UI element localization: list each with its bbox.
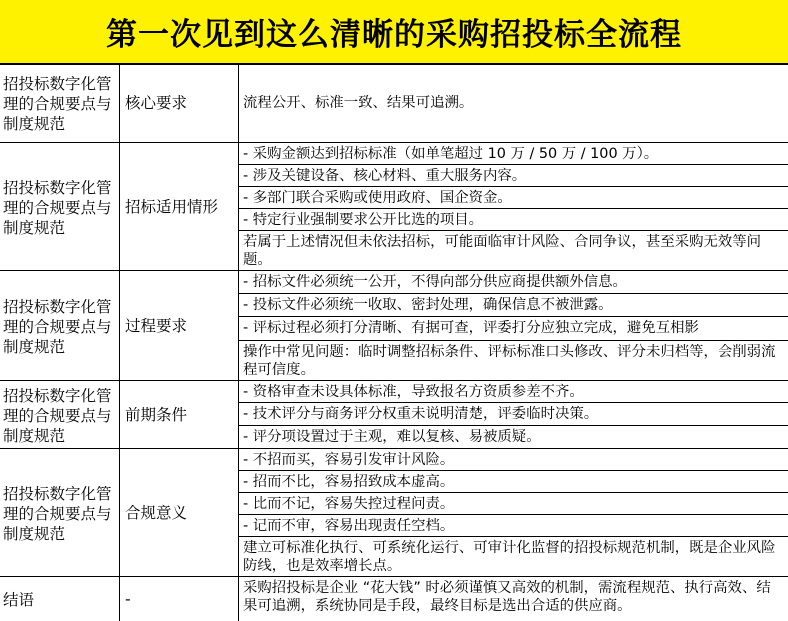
row-label: 前期条件 — [120, 381, 239, 449]
category-cell: 招投标数字化管理的合规要点与制度规范 — [0, 381, 120, 449]
row-label: 招标适用情形 — [120, 143, 239, 271]
content-item: - 比而不记，容易失控过程问责。 — [239, 493, 788, 515]
content-item: - 资格审查未设具体标准，导致报名方资质参差不齐。 — [239, 381, 788, 403]
row-label: 过程要求 — [120, 271, 239, 381]
row-label: 合规意义 — [120, 449, 239, 577]
page-title: 第一次见到这么清晰的采购招投标全流程 — [0, 0, 788, 65]
closing-label: - — [120, 577, 239, 621]
content-item: 流程公开、标准一致、结果可追溯。 — [243, 94, 474, 111]
table-row — [0, 577, 788, 621]
content-item: - 采购金额达到招标标准（如单笔超过 10 万 / 50 万 / 100 万）。 — [239, 143, 788, 165]
content-item: - 特定行业强制要求公开比选的项目。 — [239, 209, 788, 231]
content-item: 若属于上述情况但未依法招标，可能面临审计风险、合同争议，甚至采购无效等问题。 — [243, 234, 762, 268]
content-item: - 投标文件必须统一收取、密封处理，确保信息不被泄露。 — [239, 294, 788, 317]
row-label: 核心要求 — [120, 63, 239, 143]
content-item: - 多部门联合采购或使用政府、国企资金。 — [239, 187, 788, 209]
content-item: - 评标过程必须打分清晰、有据可查，评委打分应独立完成，避免互相影 — [239, 317, 788, 341]
content-cell — [239, 381, 788, 449]
content-cell — [239, 449, 788, 577]
content-item: - 评分项设置过于主观，难以复核、易被质疑。 — [243, 429, 541, 445]
content-cell — [239, 63, 788, 143]
content-item: - 涉及关键设备、核心材料、重大服务内容。 — [239, 165, 788, 187]
content-item: - 记而不审，容易出现责任空档。 — [239, 515, 788, 537]
table-row — [0, 143, 788, 271]
content-item: - 技术评分与商务评分权重未说明清楚，评委临时决策。 — [239, 403, 788, 426]
table-row — [0, 271, 788, 381]
category-cell: 招投标数字化管理的合规要点与制度规范 — [0, 143, 120, 271]
content-item: 操作中常见问题：临时调整招标条件、评标标准口头修改、评分未归档等，会削弱流程可信度。 — [243, 344, 776, 378]
category-cell: 招投标数字化管理的合规要点与制度规范 — [0, 271, 120, 381]
table-row — [0, 381, 788, 449]
content-item: 建立可标准化执行、可系统化运行、可审计化监督的招投标规范机制，既是企业风险防线，也是效率增长点。 — [243, 540, 776, 574]
content-cell — [239, 271, 788, 381]
table-row — [0, 63, 788, 143]
content-cell — [239, 577, 788, 621]
content-item: - 不招而买，容易引发审计风险。 — [239, 449, 788, 471]
closing-text: 采购招投标是企业 “花大钱” 时必须谨慎又高效的机制，需流程规范、执行高效、结果可追溯，系统协同是手段，最终目标是选出合适的供应商。 — [243, 580, 771, 614]
content-item: - 招而不比，容易招致成本虚高。 — [239, 471, 788, 493]
category-cell: 招投标数字化管理的合规要点与制度规范 — [0, 449, 120, 577]
closing-category-cell: 结语 — [0, 577, 120, 621]
category-cell: 招投标数字化管理的合规要点与制度规范 — [0, 63, 120, 143]
content-cell — [239, 143, 788, 271]
content-item: - 招标文件必须统一公开，不得向部分供应商提供额外信息。 — [239, 271, 788, 294]
table-row — [0, 449, 788, 577]
